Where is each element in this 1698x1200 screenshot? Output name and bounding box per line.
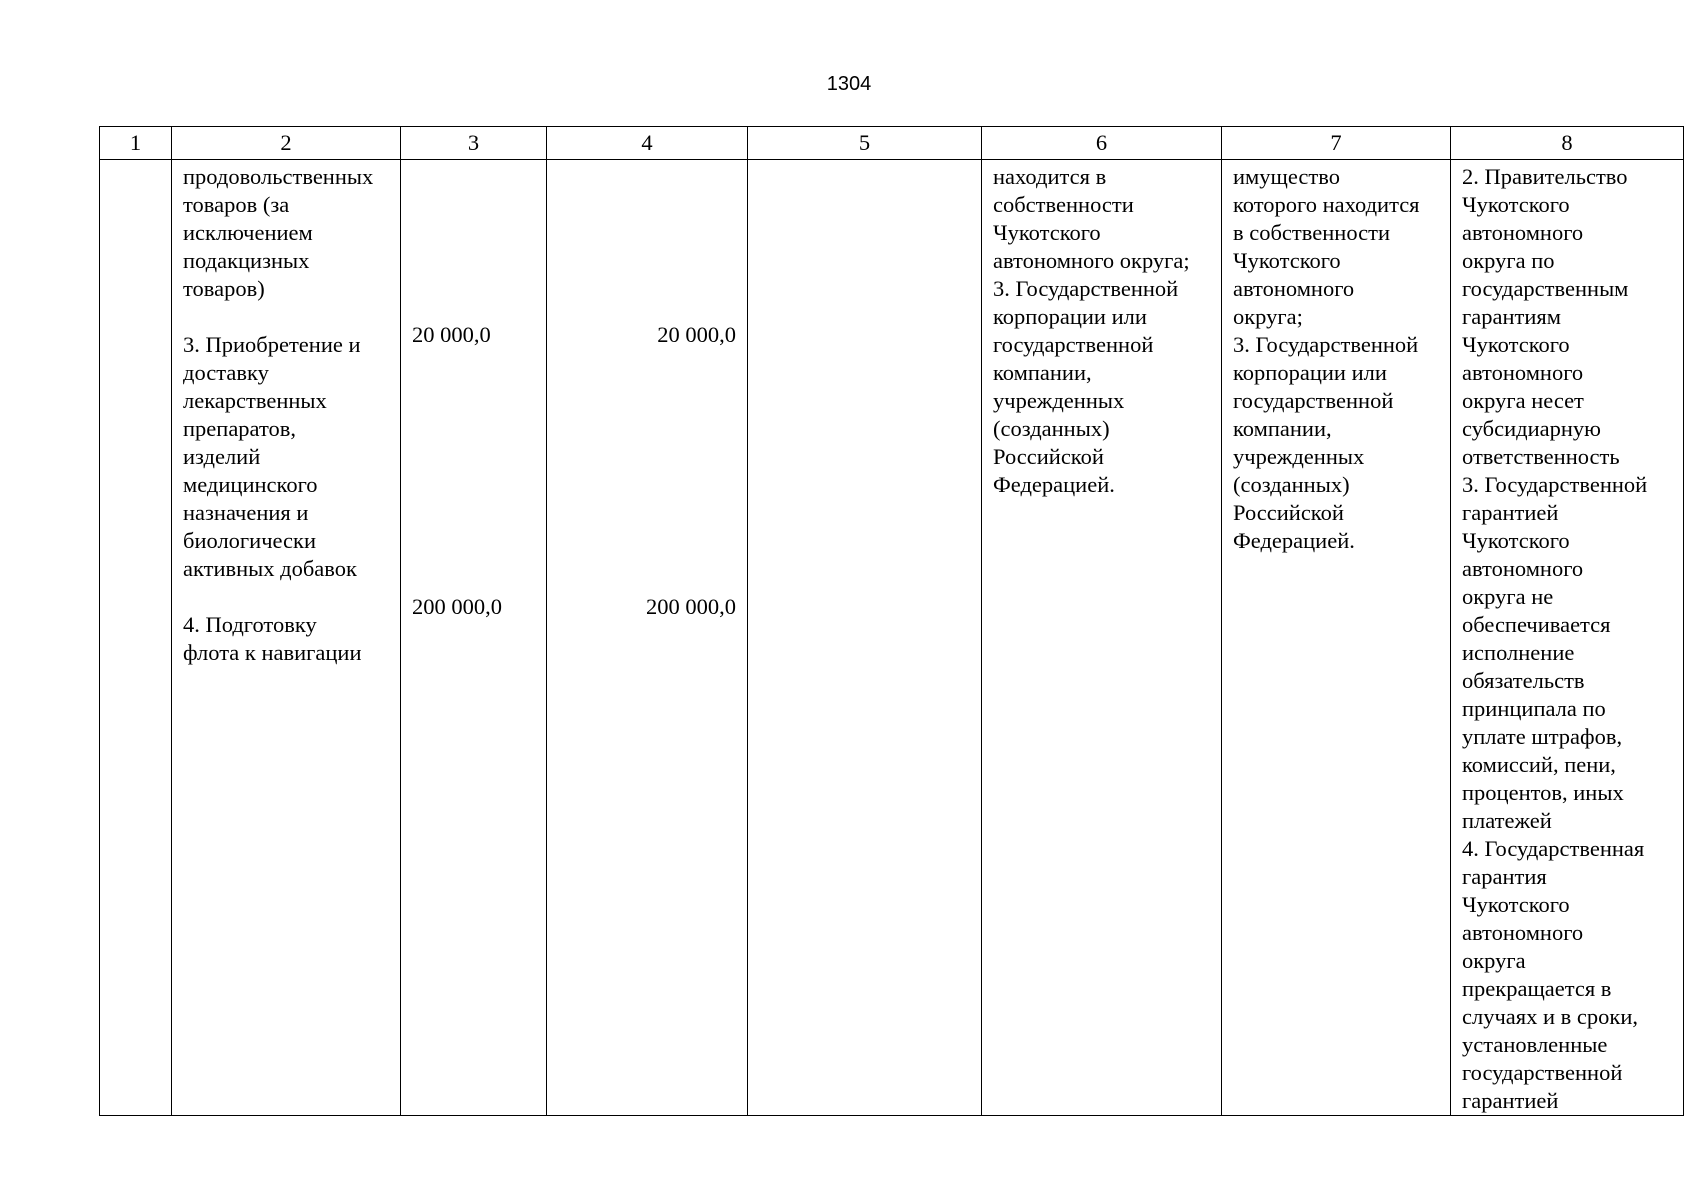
table-row (100, 160, 1684, 1116)
amount-value: 20 000,0 (657, 322, 736, 347)
header-row (100, 127, 1684, 160)
column-header-2: 2 (172, 127, 401, 160)
amount-value: 20 000,0 (412, 322, 491, 347)
cell-col-2 (172, 160, 401, 1116)
column-header-8: 8 (1451, 127, 1684, 160)
column-header-4: 4 (547, 127, 748, 160)
cell-col-4 (547, 160, 748, 1116)
column-header-7: 7 (1222, 127, 1451, 160)
document-table (99, 126, 1684, 1116)
amount-value: 200 000,0 (646, 594, 736, 619)
cell-col-1 (100, 160, 172, 1116)
text-block: 2. Правительство Чукотского автономного округа по государственным гарантиям Чукотского автономного округа несет субсидиарную ответственность 3. Государственной гарантией Чукотского автономного округа не обеспечивается исполнение обязательств принципала по уплате штрафов, комиссий, пени, процентов, иных платежей 4. Государственная гарантия Чукотского автономного округа прекращается в случаях и в сроки, установленные государственной гарантией (1462, 164, 1648, 1113)
cell-col-5 (748, 160, 982, 1116)
cell-col-8 (1451, 160, 1684, 1116)
purpose-text: продовольственных товаров (за исключением подакцизных товаров) 3. Приобретение и доставку лекарственных препаратов, изделий медицинского назначения и биологически активных добавок 4. Подготовку флота к навигации (183, 164, 374, 665)
column-header-3: 3 (401, 127, 547, 160)
amount-value: 200 000,0 (412, 594, 502, 619)
cell-col-6 (982, 160, 1222, 1116)
cell-col-7 (1222, 160, 1451, 1116)
column-header-5: 5 (748, 127, 982, 160)
column-header-6: 6 (982, 127, 1222, 160)
cell-col-3 (401, 160, 547, 1116)
page-number: 1304 (826, 73, 872, 95)
text-block: находится в собственности Чукотского автономного округа; 3. Государственной корпорации или государственной компании, учрежденных (созданных) Российской Федерацией. (993, 164, 1190, 497)
text-block: имущество которого находится в собственности Чукотского автономного округа; 3. Государственной корпорации или государственной компании, учрежденных (созданных) Российской Федерацией. (1233, 164, 1420, 553)
column-header-1: 1 (100, 127, 172, 160)
